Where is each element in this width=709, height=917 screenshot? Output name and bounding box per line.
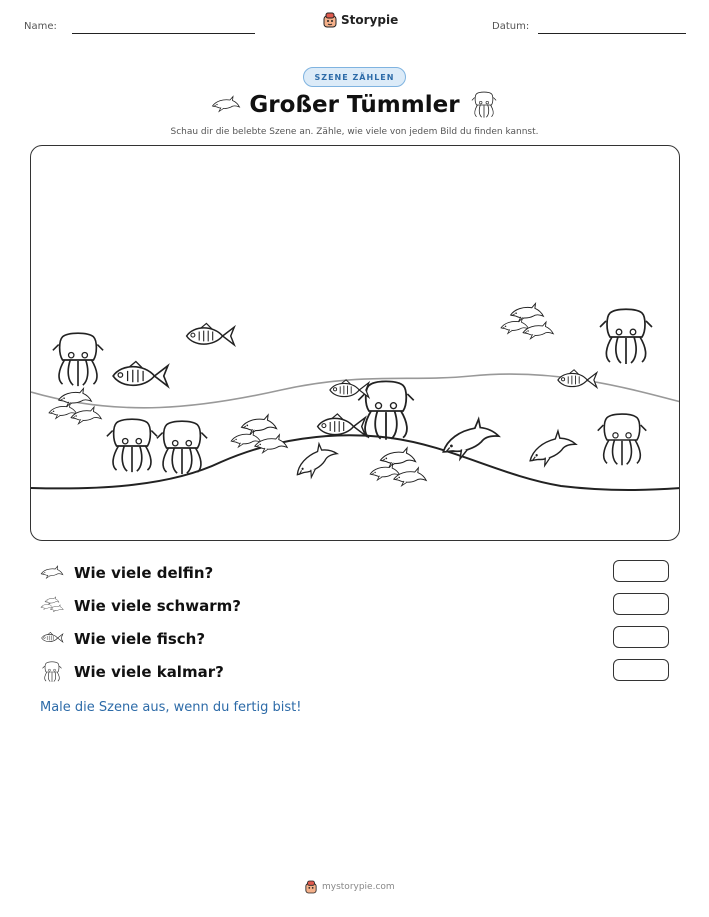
squid-icon: [40, 661, 64, 683]
instructions: Schau dir die belebte Szene an. Zähle, wie viele von jedem Bild du finden kannst.: [170, 127, 539, 137]
dolphin-pod: [231, 415, 287, 453]
dolphin-icon: [40, 562, 64, 584]
squid: [157, 421, 207, 474]
brand: [323, 12, 398, 28]
dolphin-pod-icon: [40, 595, 64, 617]
name-label: Name:: [24, 21, 57, 32]
question-fish: [40, 627, 205, 651]
question-label: Wie viele kalmar?: [74, 663, 224, 681]
squid: [53, 333, 103, 386]
question-squid: [40, 660, 224, 684]
dolphin-pod: [49, 388, 101, 423]
footer: [305, 880, 395, 894]
dolphin-pod: [370, 448, 426, 486]
footer-url: mystorypie.com: [322, 882, 395, 892]
squid: [598, 414, 647, 465]
answer-box-pod[interactable]: [613, 593, 669, 615]
fish: [113, 362, 168, 387]
squid: [600, 309, 652, 364]
question-label: Wie viele delfin?: [74, 564, 214, 582]
dolphin: [437, 415, 502, 463]
dolphin: [524, 427, 579, 470]
question-label: Wie viele schwarm?: [74, 597, 241, 615]
scene-illustration: [31, 146, 680, 541]
question-label: Wie viele fisch?: [74, 630, 206, 648]
date-line: [538, 33, 686, 34]
category-badge: SZENE ZÄHLEN: [303, 67, 406, 87]
counting-scene: [30, 145, 680, 541]
fish: [318, 414, 366, 436]
page-title: Großer Tümmler: [249, 92, 460, 118]
storypie-logo-icon: [323, 12, 337, 28]
fish-icon: [40, 628, 64, 650]
brand-name: Storypie: [341, 13, 399, 27]
fish: [558, 370, 597, 388]
answer-box-fish[interactable]: [613, 626, 669, 648]
fish: [187, 323, 235, 345]
squid: [107, 419, 157, 472]
squid-icon: [470, 91, 498, 119]
coloring-note: Male die Szene aus, wenn du fertig bist!: [40, 700, 302, 715]
answer-box-squid[interactable]: [613, 659, 669, 681]
squid: [358, 381, 413, 439]
answer-box-dolphin[interactable]: [613, 560, 669, 582]
question-pod: [40, 594, 241, 618]
storypie-logo-icon: [305, 880, 317, 894]
dolphin: [289, 438, 340, 482]
question-dolphin: [40, 561, 213, 585]
name-line: [72, 33, 255, 34]
dolphin-pod: [501, 303, 553, 338]
date-label: Datum:: [492, 21, 530, 32]
